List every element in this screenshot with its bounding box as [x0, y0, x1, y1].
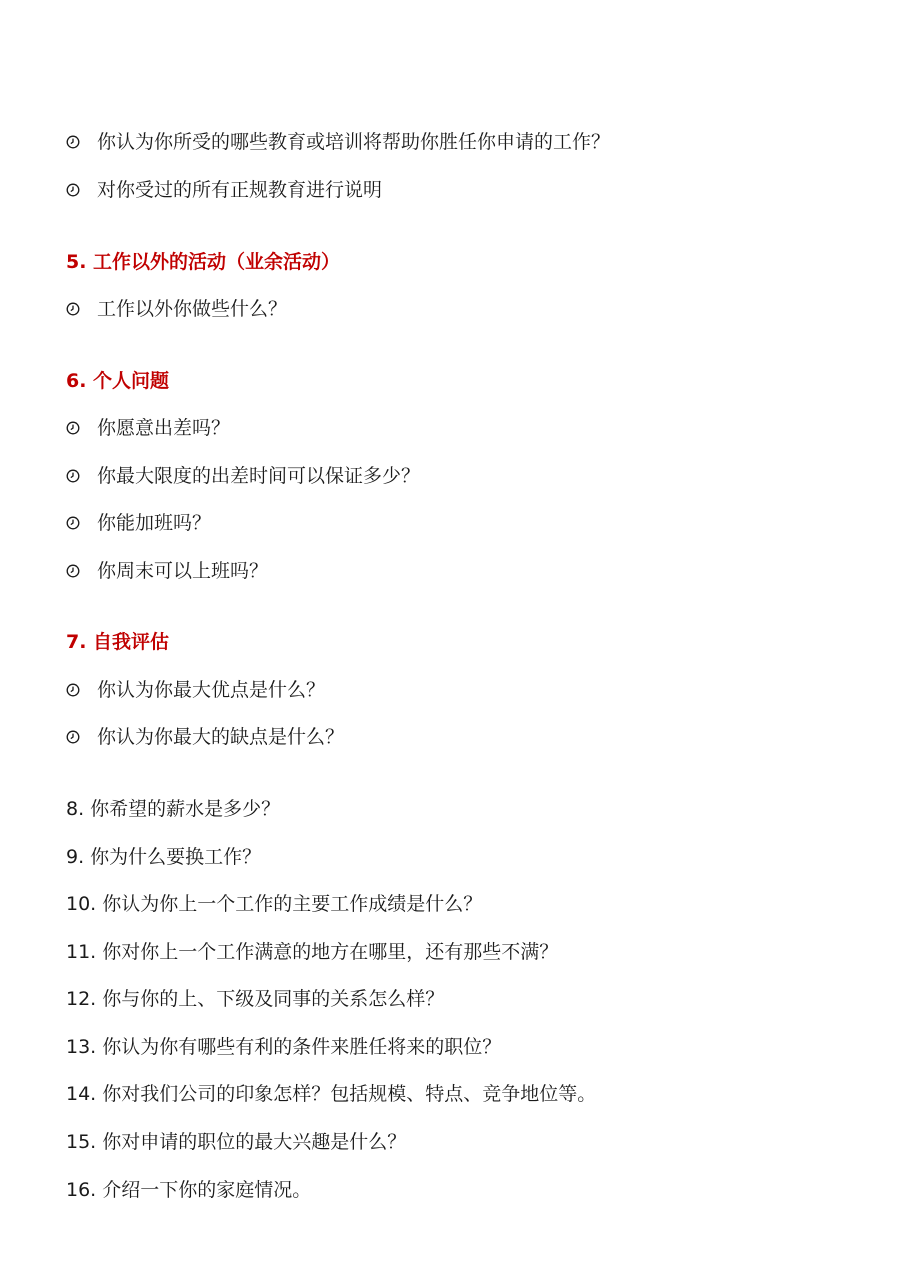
bullet-text: 你最大限度的出差时间可以保证多少？ [97, 465, 421, 487]
numbered-question: 8. 你希望的薪水是多少？ [66, 798, 281, 820]
bullet-text: 对你受过的所有正规教育进行说明 [97, 179, 383, 201]
bullet-item [66, 675, 325, 705]
clock-icon [66, 135, 80, 149]
bullet-text: 工作以外你做些什么？ [97, 298, 288, 320]
section-heading: 7. 自我评估 [66, 631, 170, 653]
numbered-question: 12. 你与你的上、下级及同事的关系怎么样？ [66, 988, 445, 1010]
bullet-text: 你认为你所受的哪些教育或培训将帮助你胜任你申请的工作？ [97, 131, 611, 153]
numbered-question: 15. 你对申请的职位的最大兴趣是什么？ [66, 1131, 407, 1153]
clock-icon [66, 421, 80, 435]
clock-icon [66, 516, 80, 530]
bullet-text: 你认为你最大优点是什么？ [97, 679, 326, 701]
clock-icon [66, 683, 80, 697]
bullet-item [66, 413, 230, 443]
clock-icon [66, 302, 80, 316]
numbered-question: 13. 你认为你有哪些有利的条件来胜任将来的职位？ [66, 1036, 502, 1058]
bullet-item [66, 175, 382, 205]
clock-icon [66, 183, 80, 197]
bullet-text: 你认为你最大的缺点是什么？ [97, 726, 345, 748]
section-heading: 5. 工作以外的活动（业余活动） [66, 251, 341, 273]
bullet-text: 你愿意出差吗？ [97, 417, 231, 439]
bullet-item [66, 722, 344, 752]
clock-icon [66, 469, 80, 483]
section-heading: 6. 个人问题 [66, 370, 170, 392]
numbered-question: 14. 你对我们公司的印象怎样？包括规模、特点、竞争地位等。 [66, 1083, 597, 1105]
numbered-question: 9. 你为什么要换工作？ [66, 846, 262, 868]
bullet-text: 你周末可以上班吗？ [97, 560, 269, 582]
bullet-text: 你能加班吗？ [97, 512, 212, 534]
numbered-question: 11. 你对你上一个工作满意的地方在哪里，还有那些不满？ [66, 941, 559, 963]
bullet-item [66, 294, 287, 324]
bullet-item [66, 508, 211, 538]
bullet-item [66, 127, 610, 157]
numbered-question: 16. 介绍一下你的家庭情况。 [66, 1179, 312, 1201]
numbered-question: 10. 你认为你上一个工作的主要工作成绩是什么？ [66, 893, 483, 915]
bullet-item [66, 461, 420, 491]
clock-icon [66, 564, 80, 578]
clock-icon [66, 730, 80, 744]
bullet-item [66, 556, 268, 586]
